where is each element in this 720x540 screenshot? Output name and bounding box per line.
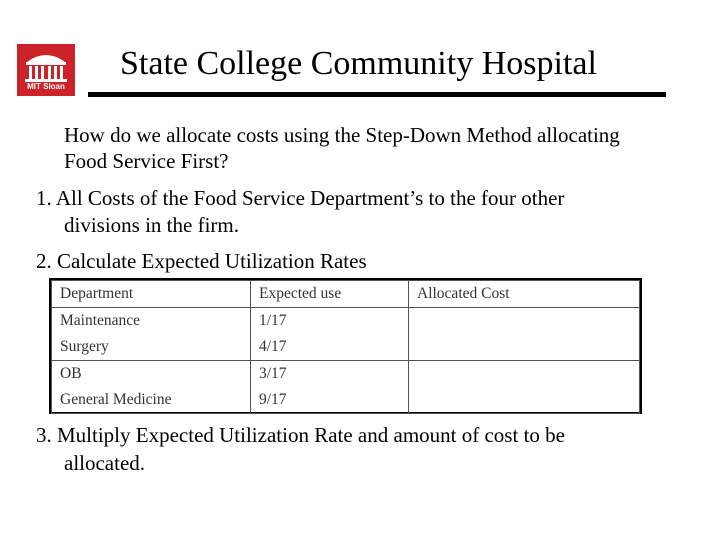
- expected-use-cell: 9/17: [259, 391, 287, 408]
- step-1-line-2: divisions in the firm.: [64, 213, 239, 237]
- step-1-line-1: 1. All Costs of the Food Service Department’s to the four other: [36, 186, 565, 210]
- table-row-group-2: [52, 361, 640, 414]
- department-cell: General Medicine: [60, 391, 172, 408]
- department-cell: Surgery: [60, 338, 109, 355]
- department-cell: OB: [60, 365, 82, 382]
- expected-use-cell: 1/17: [259, 312, 287, 329]
- expected-use-cell: 4/17: [259, 338, 287, 355]
- utilization-table: [49, 278, 642, 414]
- header-allocated-cost: Allocated Cost: [409, 281, 640, 308]
- header-expected-use: Expected use: [251, 281, 409, 308]
- step-2: 2. Calculate Expected Utilization Rates: [36, 249, 367, 273]
- table-row-group-1: [52, 308, 640, 361]
- logo-text: MIT Sloan: [27, 82, 65, 91]
- department-cell: Maintenance: [60, 312, 141, 329]
- expected-use-cell: 3/17: [259, 365, 287, 382]
- step-3-line-2: allocated.: [64, 451, 146, 475]
- intro-line-1: How do we allocate costs using the Step-Down Method allocating: [64, 123, 620, 147]
- title-divider: [88, 92, 666, 97]
- page-title: State College Community Hospital: [120, 45, 597, 82]
- header-department: Department: [52, 281, 251, 308]
- intro-line-2: Food Service First?: [64, 149, 229, 173]
- table-header-row: [52, 281, 640, 308]
- step-3-line-1: 3. Multiply Expected Utilization Rate and amount of cost to be: [36, 423, 565, 447]
- mit-sloan-logo: [17, 44, 75, 96]
